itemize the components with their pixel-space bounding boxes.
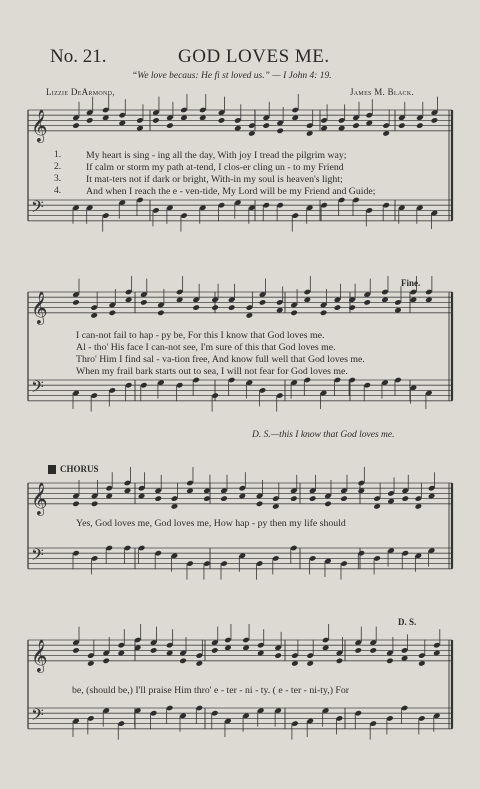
verse-line: It mat-ters not if dark or bright, With-in my soul is heaven's light; [86, 174, 343, 185]
bass-clef-icon: 𝄢 [31, 544, 44, 569]
note-head [309, 495, 317, 502]
note-head [179, 658, 187, 665]
note-head [150, 647, 158, 654]
chorus-label: CHORUS [60, 464, 99, 474]
hymn-number: No. 21. [50, 46, 107, 67]
note-head [369, 647, 377, 654]
note-head [211, 304, 219, 311]
note-head [386, 658, 394, 665]
note-head [72, 299, 80, 306]
note-head [218, 117, 226, 124]
verse-line: If calm or storm my path at-tend, I clos-er cling un - to my Friend [86, 162, 344, 173]
note-head [340, 495, 348, 502]
note-head [363, 299, 371, 306]
note-head [86, 117, 94, 124]
bass-clef-icon: 𝄢 [31, 196, 44, 221]
composer: James M. Black. [350, 87, 415, 97]
verse-number: 3. [54, 174, 62, 184]
note-head [192, 304, 200, 311]
note-head [228, 304, 236, 311]
chorus-mark-icon [48, 465, 56, 474]
note-head [348, 304, 356, 311]
bass-clef-icon: 𝄢 [31, 704, 44, 729]
note-head [276, 128, 284, 135]
epigraph: “We love becaus: He fi st loved us.” — I John 4: 19. [132, 71, 332, 81]
note-head [334, 304, 342, 311]
note-head [166, 122, 174, 129]
note-head [211, 647, 219, 654]
note-head [401, 495, 409, 502]
author: Lizzie DeArmond, [46, 87, 115, 97]
note-head [290, 495, 298, 502]
verse-number: 4. [54, 186, 62, 196]
treble-clef-icon: 𝄞 [31, 638, 48, 672]
verse-line: When my frail bark starts out to sea, I will not fear for God loves me. [76, 366, 348, 377]
note-head [262, 122, 270, 129]
ds-marking: D. S. [398, 617, 417, 627]
note-head [154, 495, 162, 502]
note-head [72, 501, 80, 508]
verse-line: Al - tho' His face I can-not see, I'm sure of this that God loves me. [76, 342, 336, 353]
treble-clef-icon: 𝄞 [31, 481, 48, 515]
verse-line: Thro' Him I find sal - va-tion free, And know full well that God loves me. [76, 354, 365, 365]
note-head [256, 501, 264, 508]
note-head [140, 299, 148, 306]
note-head [320, 310, 328, 317]
note-head [352, 122, 360, 129]
note-head [72, 647, 80, 654]
treble-clef-icon: 𝄞 [31, 290, 48, 324]
verse-line: And when I reach the e - ven-tide, My Lord will be my Friend and Guide; [86, 186, 376, 197]
hymn-title: GOD LOVES ME. [178, 46, 330, 67]
note-head [274, 652, 282, 659]
note-head [398, 122, 406, 129]
bass-clef-icon: 𝄢 [31, 376, 44, 401]
treble-clef-icon: 𝄞 [31, 108, 48, 142]
ds-instruction: D. S.—this I know that God loves me. [252, 430, 395, 440]
note-head [91, 501, 99, 508]
chorus-line: Yes, God loves me, God loves me, How hap - py then my life should [76, 518, 346, 529]
note-head [324, 501, 332, 508]
chorus-line: be, (should be,) I'll praise Him thro' e - ter - ni - ty. ( e - ter - ni-ty,) For [72, 685, 350, 696]
verse-line: My heart is sing - ing all the day, With joy I tread the pilgrim way; [86, 150, 347, 161]
note-head [152, 117, 160, 124]
verse-line: I can-not fail to hap - py be, For this I know that God loves me. [76, 330, 325, 341]
note-head [109, 310, 117, 317]
note-head [72, 122, 80, 129]
note-head [290, 310, 298, 317]
note-head [157, 310, 165, 317]
fine-marking: Fine. [401, 278, 421, 288]
verse-number: 1. [54, 150, 62, 160]
verse-number: 2. [54, 162, 62, 172]
chorus-heading [48, 464, 99, 474]
note-head [220, 495, 228, 502]
note-head [431, 117, 439, 124]
note-head [354, 647, 362, 654]
note-head [336, 658, 344, 665]
note-head [416, 122, 424, 129]
note-head [259, 299, 267, 306]
note-head [102, 658, 110, 665]
